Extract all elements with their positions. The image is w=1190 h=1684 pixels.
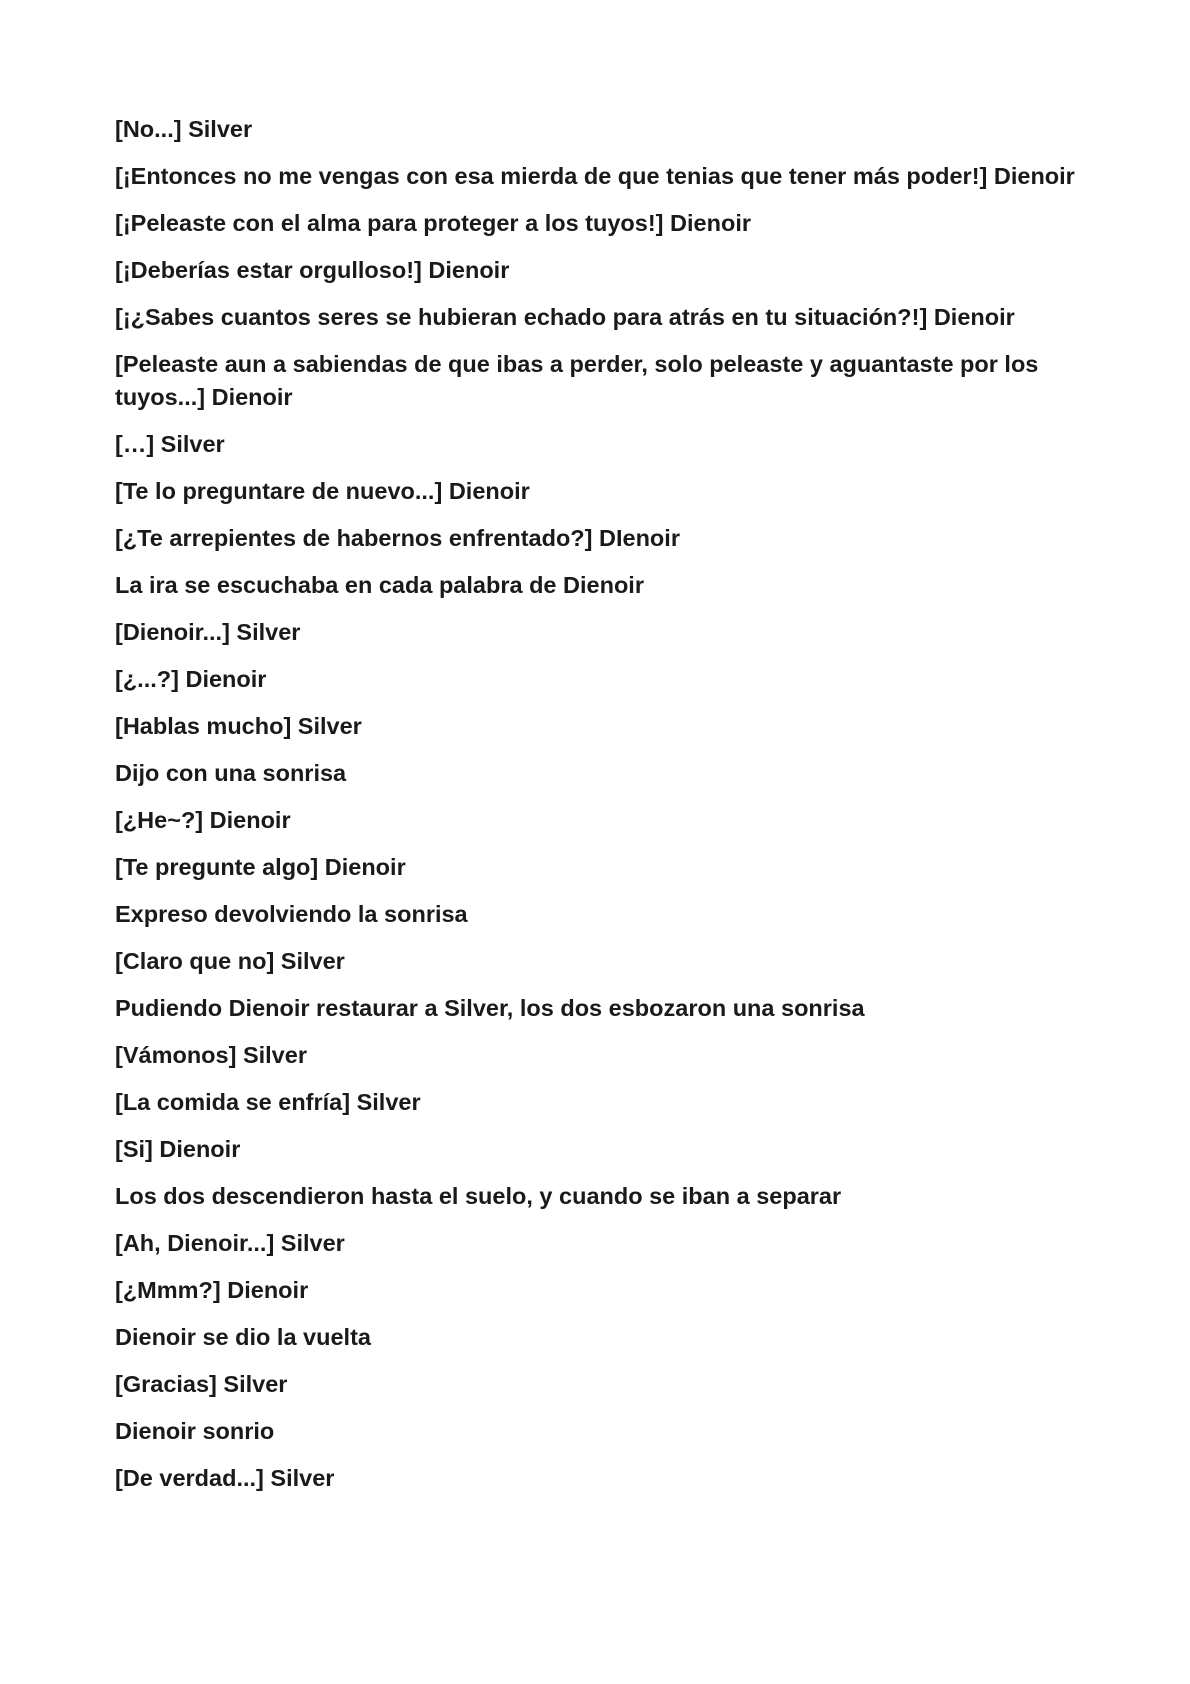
- paragraph: [De verdad...] Silver: [115, 1465, 335, 1491]
- paragraph: [Vámonos] Silver: [115, 1042, 307, 1068]
- paragraph: La ira se escuchaba en cada palabra de Dienoir: [115, 572, 644, 598]
- paragraph: [No...] Silver: [115, 116, 253, 142]
- paragraph: Dienoir se dio la vuelta: [115, 1324, 371, 1350]
- paragraph: […] Silver: [115, 431, 225, 457]
- paragraph: Pudiendo Dienoir restaurar a Silver, los dos esbozaron una sonrisa: [115, 995, 865, 1021]
- paragraph: [Dienoir...] Silver: [115, 619, 301, 645]
- document-body: [115, 113, 1075, 1509]
- paragraph: [¿...?] Dienoir: [115, 666, 267, 692]
- paragraph: [¿He~?] Dienoir: [115, 807, 291, 833]
- paragraph: [La comida se enfría] Silver: [115, 1089, 421, 1115]
- paragraph: Los dos descendieron hasta el suelo, y cuando se iban a separar: [115, 1183, 842, 1209]
- paragraph: [Peleaste aun a sabiendas de que ibas a perder, solo peleaste y aguantaste por los tuyos...] Dienoir: [115, 351, 1039, 410]
- paragraph: [¿Mmm?] Dienoir: [115, 1277, 309, 1303]
- paragraph: [Gracias] Silver: [115, 1371, 288, 1397]
- paragraph: [Hablas mucho] Silver: [115, 713, 362, 739]
- paragraph: [Te pregunte algo] Dienoir: [115, 854, 406, 880]
- paragraph: [¡Deberías estar orgulloso!] Dienoir: [115, 257, 510, 283]
- paragraph: [¡Entonces no me vengas con esa mierda de que tenias que tener más poder!] Dienoir: [115, 163, 1075, 189]
- paragraph: [¡Peleaste con el alma para proteger a los tuyos!] Dienoir: [115, 210, 751, 236]
- paragraph: [¡¿Sabes cuantos seres se hubieran echado para atrás en tu situación?!] Dienoir: [115, 304, 1015, 330]
- paragraph: [Te lo preguntare de nuevo...] Dienoir: [115, 478, 530, 504]
- paragraph: [Claro que no] Silver: [115, 948, 345, 974]
- paragraph: Dijo con una sonrisa: [115, 760, 347, 786]
- paragraph: [Ah, Dienoir...] Silver: [115, 1230, 345, 1256]
- paragraph: [Si] Dienoir: [115, 1136, 241, 1162]
- paragraph: Expreso devolviendo la sonrisa: [115, 901, 468, 927]
- paragraph: Dienoir sonrio: [115, 1418, 275, 1444]
- paragraph: [¿Te arrepientes de habernos enfrentado?] DIenoir: [115, 525, 680, 551]
